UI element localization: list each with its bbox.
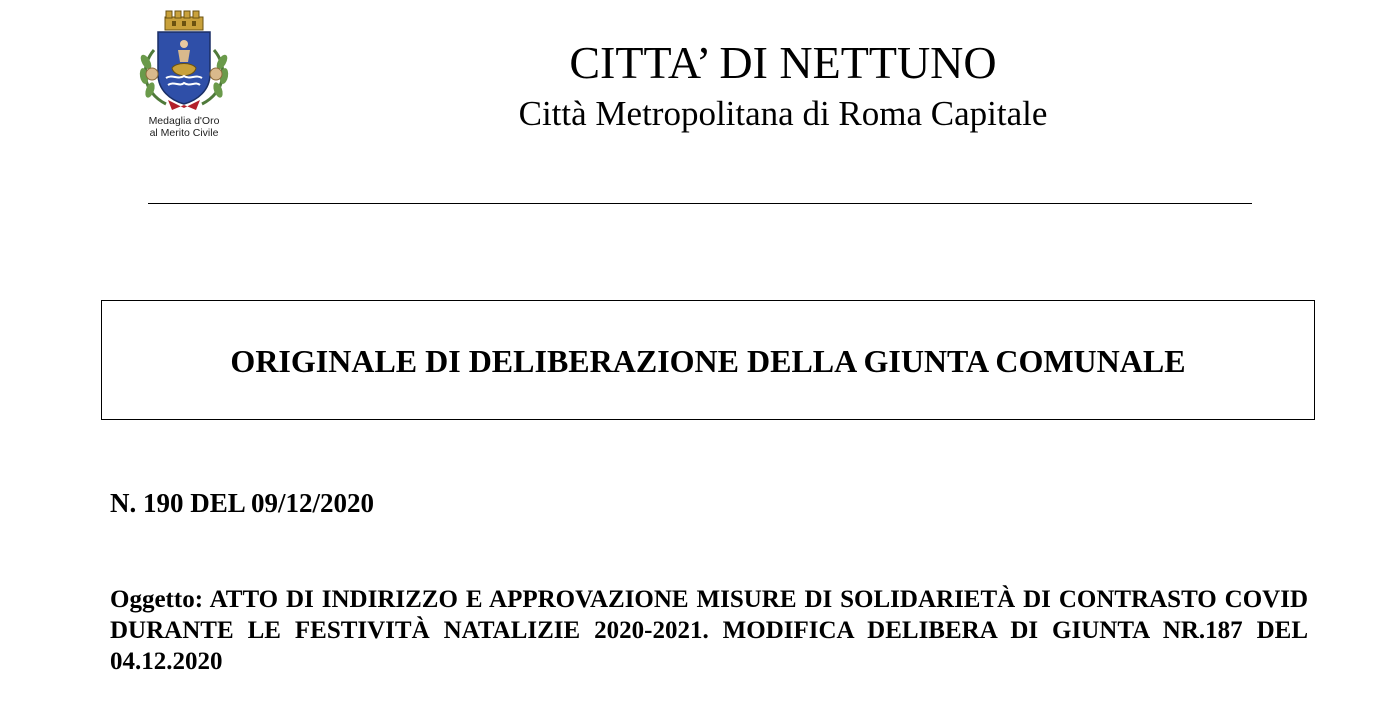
metro-area-name: Città Metropolitana di Roma Capitale	[518, 94, 1048, 133]
subject-paragraph	[110, 584, 1308, 677]
document-type-box	[101, 300, 1315, 420]
header-divider	[148, 203, 1252, 204]
medal-caption	[128, 115, 240, 139]
municipal-coat-of-arms-icon	[128, 8, 240, 114]
coat-of-arms	[128, 8, 240, 146]
medal-caption-line-2: al Merito Civile	[149, 127, 219, 139]
city-name: CITTA’ DI NETTUNO	[569, 37, 997, 88]
document-type-title: ORIGINALE DI DELIBERAZIONE DELLA GIUNTA COMUNALE	[230, 343, 1186, 379]
medal-caption-line-1: Medaglia d'Oro	[148, 115, 220, 127]
deliberation-number: N. 190 DEL 09/12/2020	[110, 488, 375, 518]
subject-label: Oggetto:	[110, 586, 204, 613]
subject-text: ATTO DI INDIRIZZO E APPROVAZIONE MISURE DI SOLIDARIETÀ DI CONTRASTO COVID DURANTE LE FESTIVITÀ NATALIZIE 2020-2021. MODIFICA DELIBERA DI GIUNTA NR.187 DEL 04.12.2020	[110, 586, 1308, 675]
